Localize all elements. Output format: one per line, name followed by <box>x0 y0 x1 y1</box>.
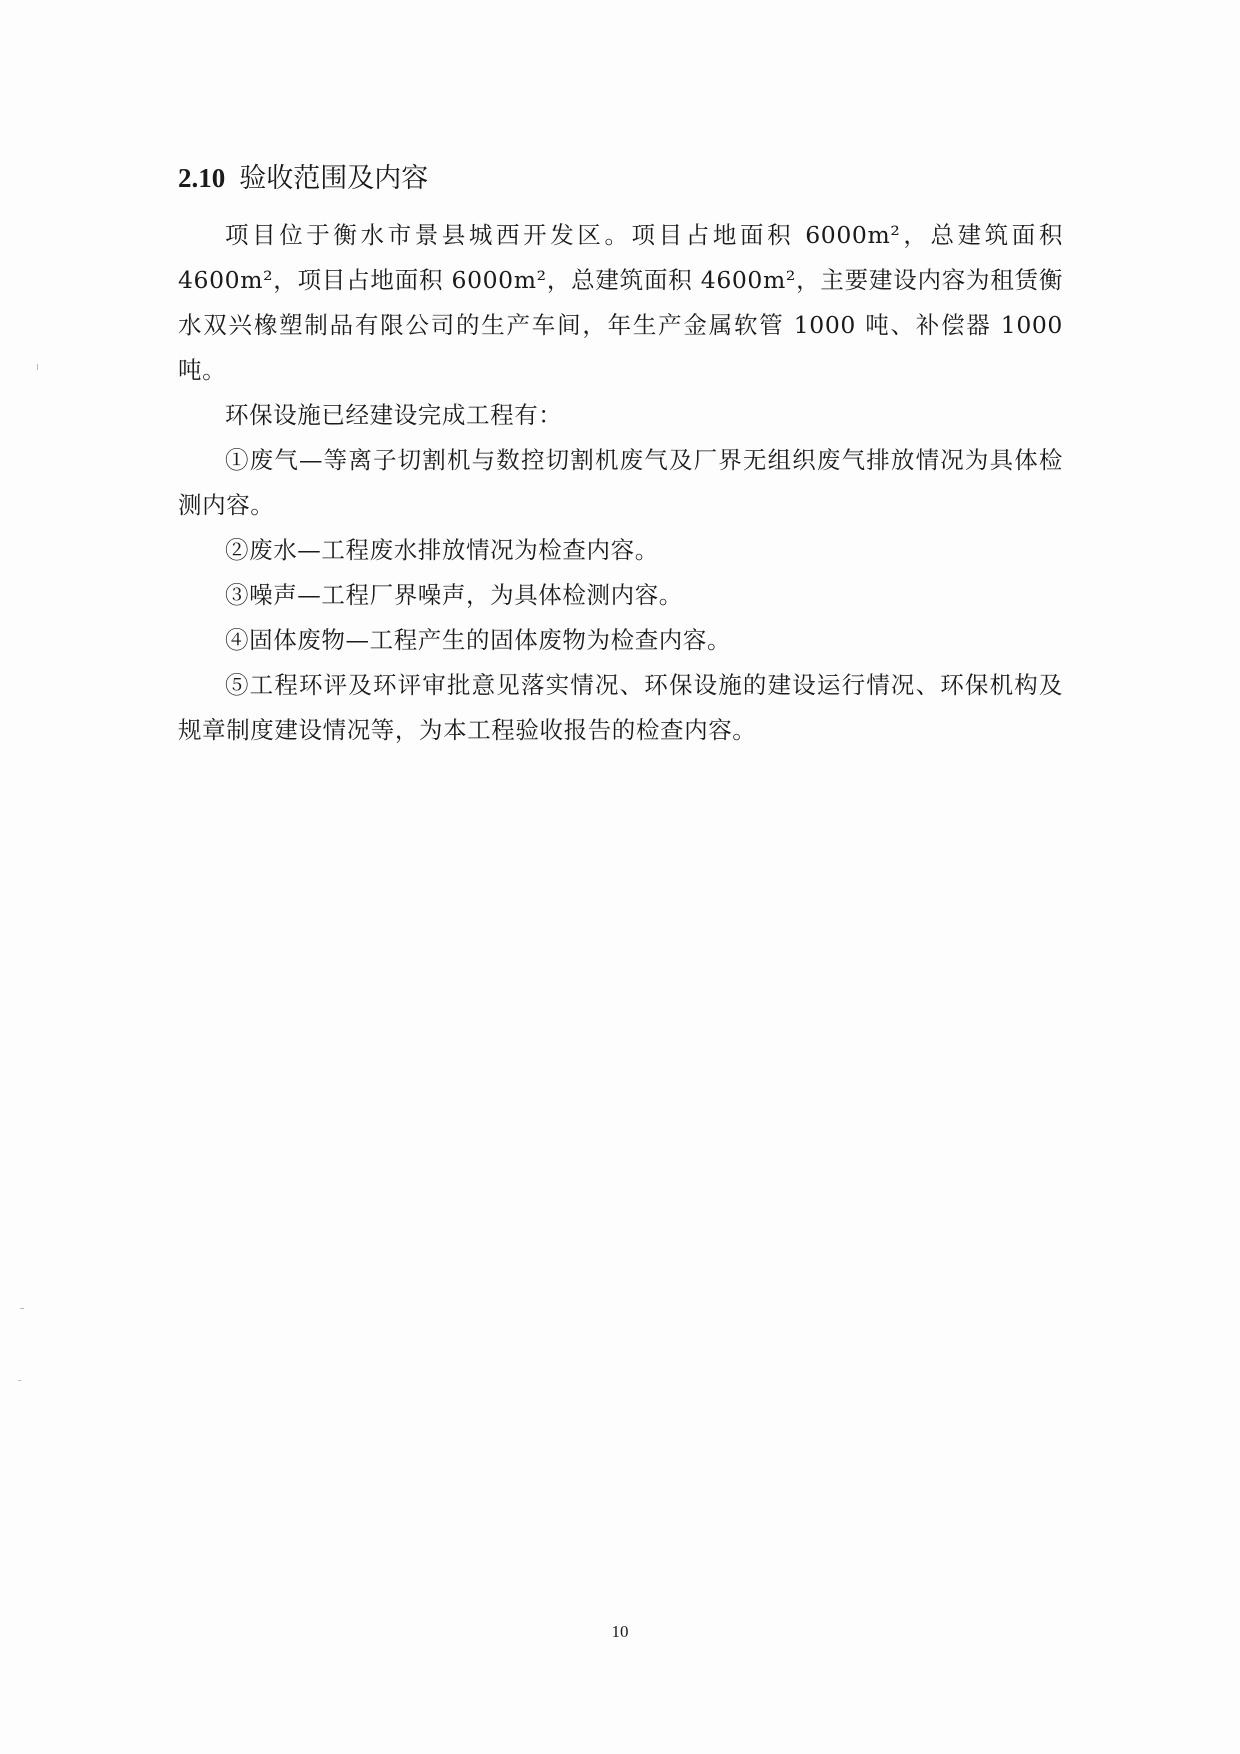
list-item-noise: ③噪声—工程厂界噪声，为具体检测内容。 <box>225 581 683 609</box>
list-item-solid-waste: ④固体废物—工程产生的固体废物为检查内容。 <box>225 626 732 654</box>
page-number: 10 <box>611 1622 629 1641</box>
section-title: 验收范围及内容 <box>239 163 429 194</box>
scan-speck <box>20 1308 24 1309</box>
list-item-waste-gas: ①废气—等离子切割机与数控切割机废气及厂界无组织废气排放情况为具体检测内容。 <box>178 446 1063 519</box>
list-item-waste-water: ②废水—工程废水排放情况为检查内容。 <box>225 536 659 564</box>
section-number: 2.10 <box>178 163 226 193</box>
section-body <box>178 213 1063 753</box>
list-item-eia-review: ⑤工程环评及环评审批意见落实情况、环保设施的建设运行情况、环保机构及规章制度建设情况等，为本工程验收报告的检查内容。 <box>178 671 1063 744</box>
section-heading <box>178 158 428 199</box>
paragraph-facilities-intro: 环保设施已经建设完成工程有： <box>225 401 563 429</box>
paragraph-project-overview: 项目位于衡水市景县城西开发区。项目占地面积 6000m²，总建筑面积 4600m²，项目占地面积 6000m²，总建筑面积 4600m²，主要建设内容为租赁衡水双兴橡塑制品有限公司的生产车间，年生产金属软管 1000 吨、补偿器 1000 吨。 <box>178 221 1063 384</box>
scan-speck <box>37 364 38 370</box>
scan-speck <box>18 1380 21 1381</box>
